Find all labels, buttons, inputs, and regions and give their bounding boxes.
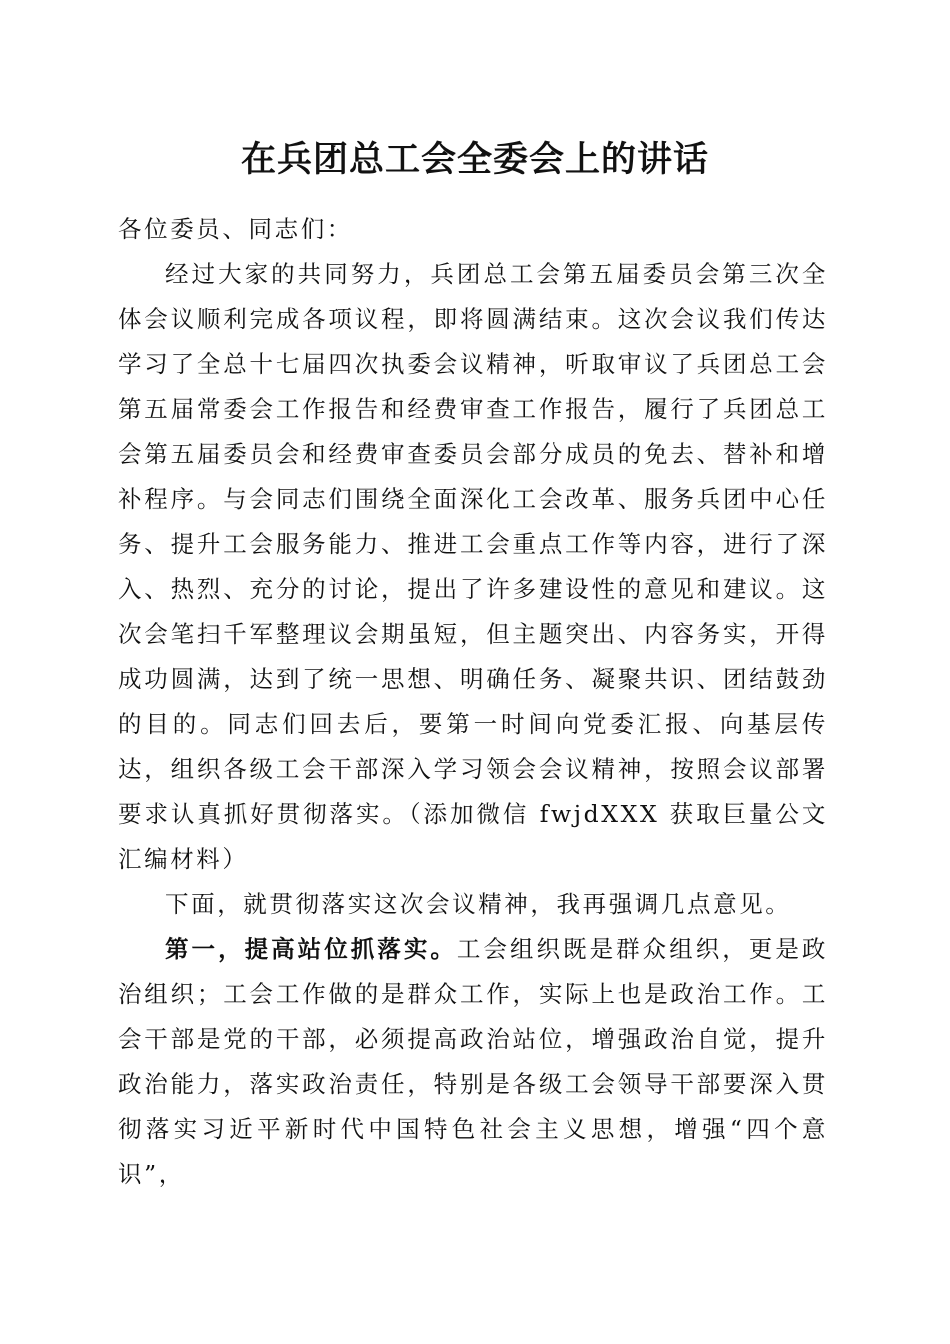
paragraph-3-lead: 第一，提高站位抓落实。	[165, 935, 457, 963]
document-title: 在兵团总工会全委会上的讲话	[240, 139, 709, 180]
paragraph-2: 下面，就贯彻落实这次会议精神，我再强调几点意见。	[165, 890, 792, 918]
document-body	[118, 205, 828, 1197]
paragraph-3	[118, 927, 828, 1197]
paragraph-1: 经过大家的共同努力，兵团总工会第五届委员会第三次全体会议顺利完成各项议程，即将圆满结束。这次会议我们传达学习了全总十七届四次执委会议精神，听取审议了兵团总工会第五届常委会工作报告和经费审查工作报告，履行了兵团总工会第五届委员会和经费审查委员会部分成员的免去、替补和增补程序。与会同志们围绕全面深化工会改革、服务兵团中心任务、提升工会服务能力、推进工会重点工作等内容，进行了深入、热烈、充分的讨论，提出了许多建设性的意见和建议。这次会笔扫千军整理议会期虽短，但主题突出、内容务实，开得成功圆满，达到了统一思想、明确任务、凝聚共识、团结鼓劲的目的。同志们回去后，要第一时间向党委汇报、向基层传达，组织各级工会干部深入学习领会会议精神，按照会议部署要求认真抓好贯彻落实。（添加微信 fwjdXXX 获取巨量公文汇编材料）	[118, 260, 828, 873]
paragraph-3-text: 工会组织既是群众组织，更是政治组织；工会工作做的是群众工作，实际上也是政治工作。工会干部是党的干部，必须提高政治站位，增强政治自觉，提升政治能力，落实政治责任，特别是各级工会领导干部要深入贯彻落实习近平新时代中国特色社会主义思想，增强“四个意识”，	[118, 935, 828, 1188]
salutation: 各位委员、同志们：	[118, 215, 353, 243]
